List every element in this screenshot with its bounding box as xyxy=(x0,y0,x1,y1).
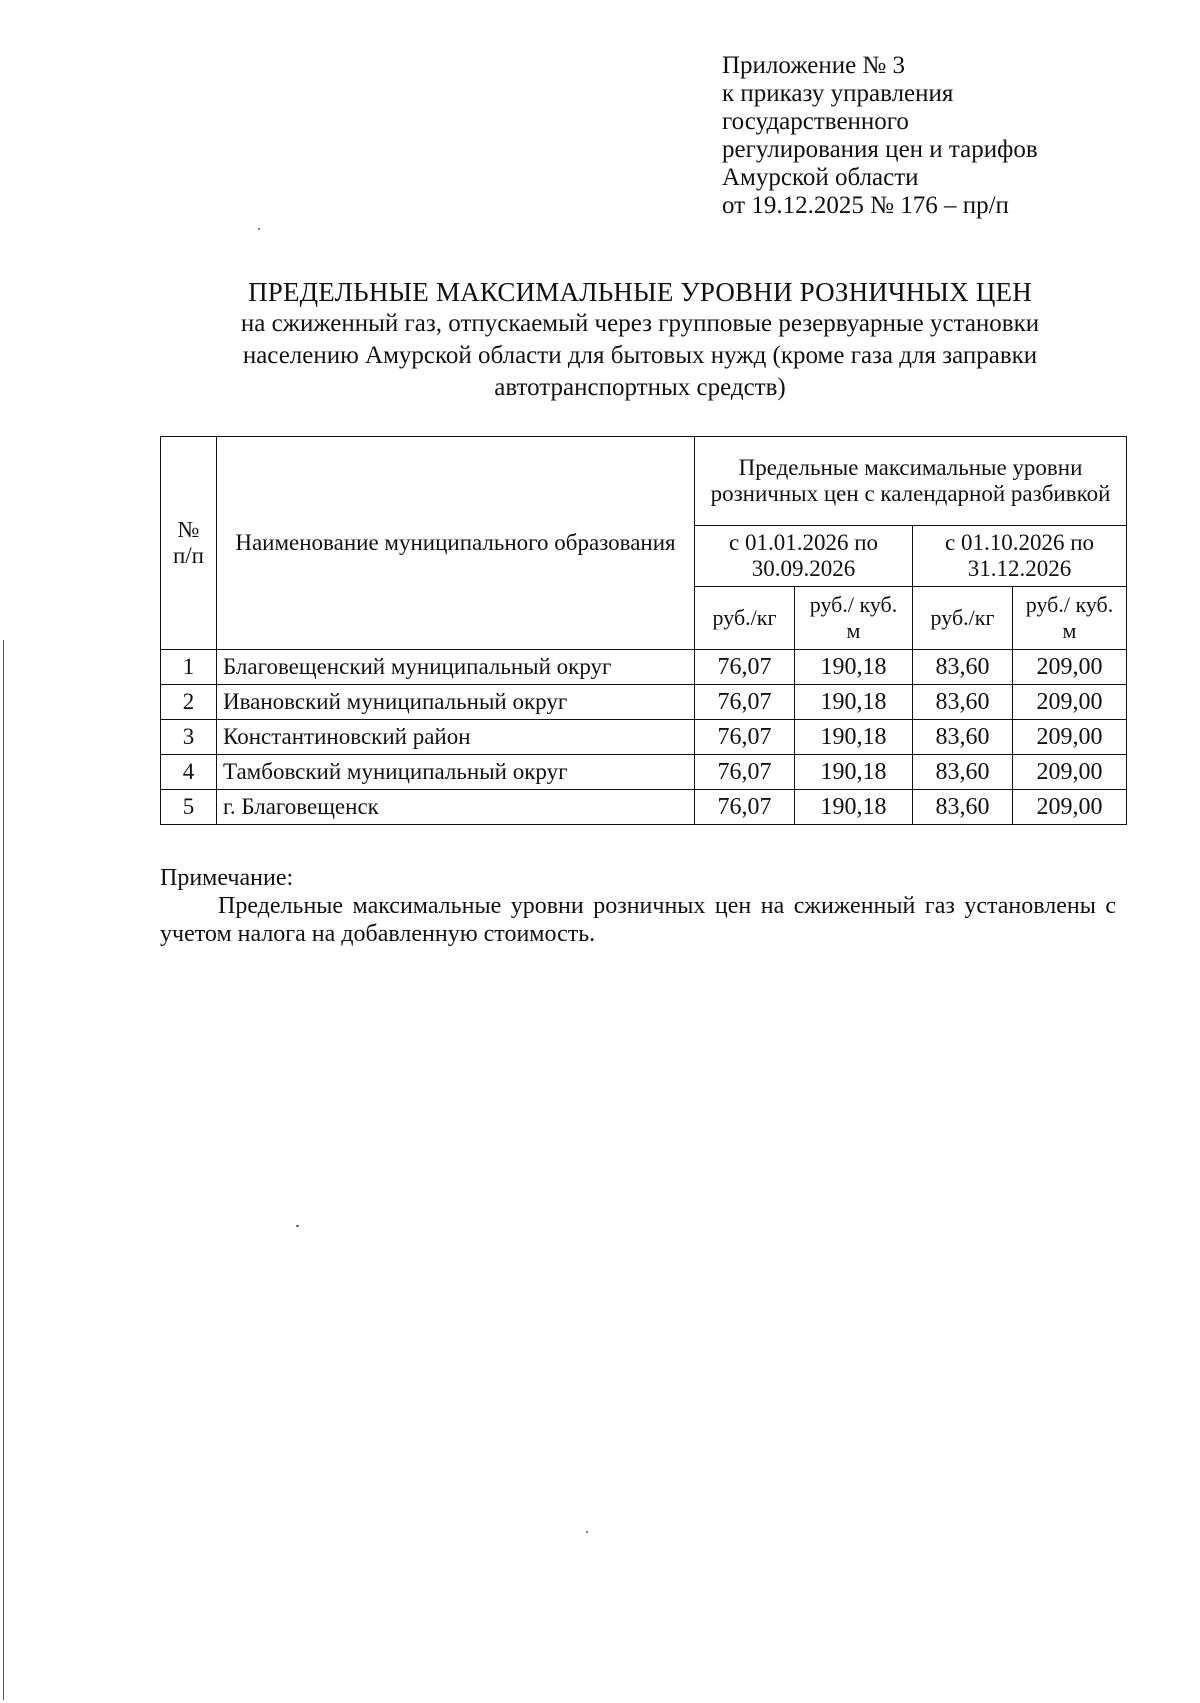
price-kg-period-1: 76,07 xyxy=(695,650,795,685)
note-label: Примечание: xyxy=(160,865,294,891)
price-m3-period-1: 190,18 xyxy=(795,650,913,685)
table-row xyxy=(161,685,1127,720)
price-kg-period-2: 83,60 xyxy=(913,650,1013,685)
price-m3-period-1: 190,18 xyxy=(795,790,913,825)
appendix-line: Амурской области xyxy=(722,164,919,191)
title-main: ПРЕДЕЛЬНЫЕ МАКСИМАЛЬНЫЕ УРОВНИ РОЗНИЧНЫХ ЦЕН xyxy=(248,277,1032,307)
scan-speck xyxy=(258,228,260,230)
header-period-2: с 01.10.2026 по 31.12.2026 xyxy=(913,526,1127,587)
appendix-line: от 19.12.2025 № 176 – пр/п xyxy=(722,192,1009,219)
title-sub-line: населению Амурской области для бытовых нужд (кроме газа для заправки xyxy=(242,342,1038,369)
title-sub-line: на сжиженный газ, отпускаемый через групповые резервуарные установки xyxy=(240,310,1040,337)
price-kg-period-2: 83,60 xyxy=(913,755,1013,790)
header-price-group: Предельные максимальные уровни розничных цен с календарной разбивкой xyxy=(695,437,1127,526)
table-row xyxy=(161,720,1127,755)
price-kg-period-2: 83,60 xyxy=(913,720,1013,755)
header-period-1: с 01.01.2026 по 30.09.2026 xyxy=(695,526,913,587)
price-m3-period-2: 209,00 xyxy=(1013,755,1127,790)
price-m3-period-1: 190,18 xyxy=(795,720,913,755)
price-kg-period-1: 76,07 xyxy=(695,720,795,755)
note-section xyxy=(160,864,1116,948)
header-unit-m3: руб./ куб. м xyxy=(1013,587,1127,650)
table-row xyxy=(161,790,1127,825)
row-num: 4 xyxy=(161,755,217,790)
row-num: 5 xyxy=(161,790,217,825)
row-num: 1 xyxy=(161,650,217,685)
appendix-line: Приложение № 3 xyxy=(722,52,906,79)
note-text: Предельные максимальные уровни розничных цен на сжиженный газ установлены с учетом налога на добавленную стоимость. xyxy=(160,893,1116,947)
header-unit-kg: руб./кг xyxy=(695,587,795,650)
title-sub-line: автотранспортных средств) xyxy=(494,374,786,401)
appendix-line: к приказу управления xyxy=(722,80,954,107)
price-m3-period-1: 190,18 xyxy=(795,685,913,720)
price-kg-period-1: 76,07 xyxy=(695,790,795,825)
row-name: г. Благовещенск xyxy=(217,790,695,825)
header-unit-kg: руб./кг xyxy=(913,587,1013,650)
price-kg-period-1: 76,07 xyxy=(695,755,795,790)
price-m3-period-2: 209,00 xyxy=(1013,685,1127,720)
document-title xyxy=(140,276,1140,404)
price-kg-period-1: 76,07 xyxy=(695,685,795,720)
row-name: Тамбовский муниципальный округ xyxy=(217,755,695,790)
scan-edge-line xyxy=(3,640,4,1700)
table-row xyxy=(161,650,1127,685)
header-unit-m3: руб./ куб. м xyxy=(795,587,913,650)
price-m3-period-2: 209,00 xyxy=(1013,720,1127,755)
appendix-header xyxy=(722,52,1162,220)
scan-speck xyxy=(296,1225,299,1227)
price-table xyxy=(160,436,1127,825)
row-name: Благовещенский муниципальный округ xyxy=(217,650,695,685)
header-name: Наименование муниципального образования xyxy=(217,437,695,650)
price-m3-period-2: 209,00 xyxy=(1013,790,1127,825)
appendix-line: государственного xyxy=(722,108,909,135)
header-num: № п/п xyxy=(161,437,217,650)
appendix-line: регулирования цен и тарифов xyxy=(722,136,1038,163)
row-name: Ивановский муниципальный округ xyxy=(217,685,695,720)
price-m3-period-1: 190,18 xyxy=(795,755,913,790)
price-kg-period-2: 83,60 xyxy=(913,790,1013,825)
row-num: 2 xyxy=(161,685,217,720)
table-row xyxy=(161,755,1127,790)
price-kg-period-2: 83,60 xyxy=(913,685,1013,720)
scan-speck xyxy=(586,1531,588,1533)
row-num: 3 xyxy=(161,720,217,755)
price-m3-period-2: 209,00 xyxy=(1013,650,1127,685)
row-name: Константиновский район xyxy=(217,720,695,755)
